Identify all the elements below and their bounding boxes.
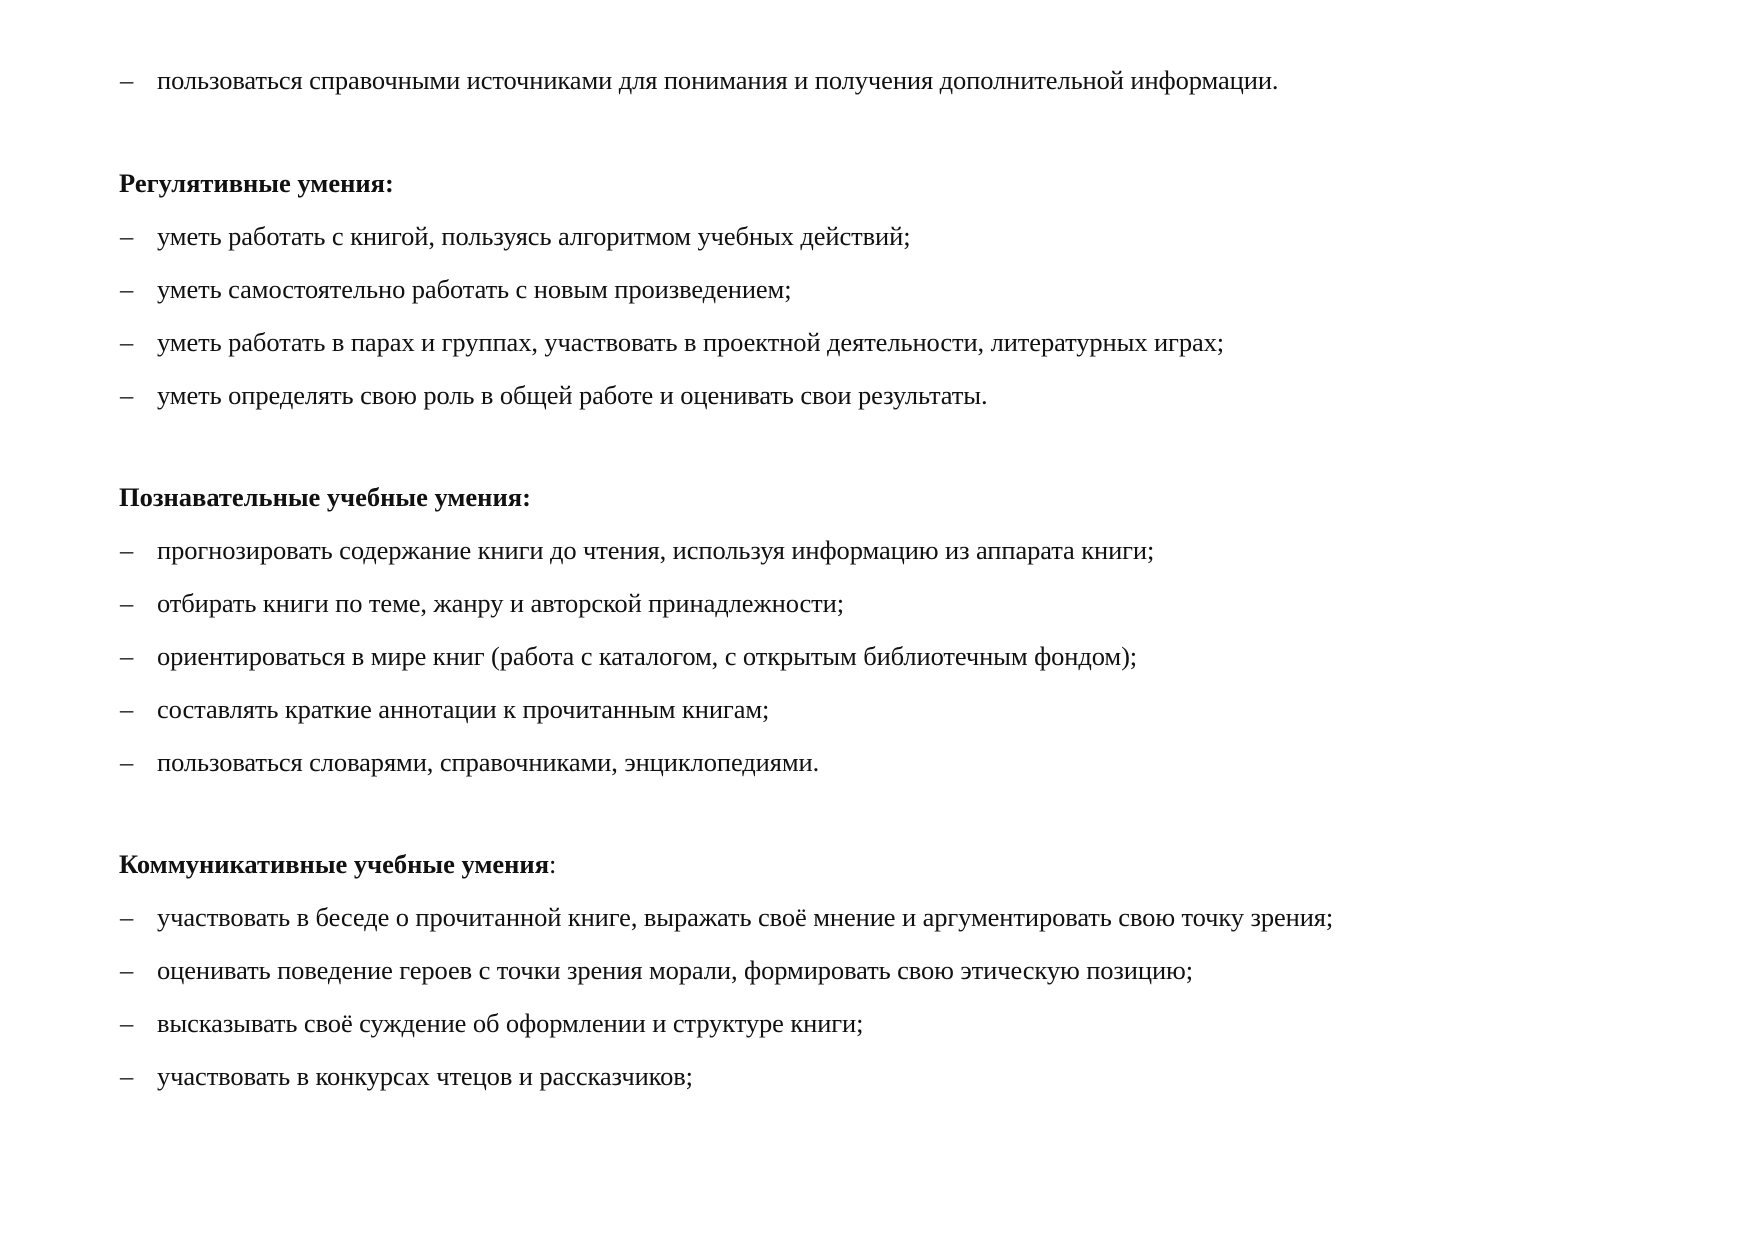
- list-item-text: отбирать книги по теме, жанру и авторской принадлежности;: [157, 588, 845, 618]
- list-item-text: прогнозировать содержание книги до чтения, используя информацию из аппарата книги;: [157, 535, 1155, 565]
- list-item: [120, 1007, 863, 1039]
- list-item: [120, 1060, 693, 1092]
- list-item-text: уметь самостоятельно работать с новым произведением;: [157, 274, 792, 304]
- dash-bullet-icon: –: [120, 1008, 134, 1038]
- dash-bullet-icon: –: [120, 747, 134, 777]
- section-title: Регулятивные умения: [119, 168, 385, 198]
- list-item-text: участвовать в беседе о прочитанной книге, выражать своё мнение и аргументировать свою точку зрения;: [157, 902, 1334, 932]
- list-item: [120, 220, 910, 252]
- list-item-text: уметь работать в парах и группах, участвовать в проектной деятельности, литературных играх;: [157, 327, 1225, 357]
- list-item-text: составлять краткие аннотации к прочитанным книгам;: [157, 694, 770, 724]
- list-item: [120, 64, 1278, 96]
- dash-bullet-icon: –: [120, 694, 134, 724]
- section-heading-cognitive: [119, 481, 531, 513]
- list-item-text: высказывать своё суждение об оформлении и структуре книги;: [157, 1008, 864, 1038]
- list-item: [120, 326, 1224, 358]
- list-item: [120, 746, 819, 778]
- list-item-text: оценивать поведение героев с точки зрения морали, формировать свою этическую позицию;: [157, 955, 1193, 985]
- list-item: [120, 954, 1193, 986]
- list-item: [120, 640, 1137, 672]
- section-heading-communicative: [119, 848, 556, 880]
- dash-bullet-icon: –: [120, 535, 134, 565]
- list-item-text: участвовать в конкурсах чтецов и рассказчиков;: [157, 1061, 693, 1091]
- list-item-text: уметь определять свою роль в общей работе и оценивать свои результаты.: [157, 380, 988, 410]
- dash-bullet-icon: –: [120, 274, 134, 304]
- section-colon: :: [384, 168, 394, 198]
- list-item-text: пользоваться словарями, справочниками, энциклопедиями.: [157, 747, 820, 777]
- dash-bullet-icon: –: [120, 327, 134, 357]
- section-colon: :: [522, 482, 531, 512]
- list-item-text: уметь работать с книгой, пользуясь алгоритмом учебных действий;: [157, 221, 911, 251]
- list-item: [120, 379, 988, 411]
- dash-bullet-icon: –: [120, 1061, 134, 1091]
- list-item: [120, 273, 792, 305]
- dash-bullet-icon: –: [120, 955, 134, 985]
- dash-bullet-icon: –: [120, 65, 134, 95]
- list-item: [120, 534, 1154, 566]
- dash-bullet-icon: –: [120, 588, 134, 618]
- list-item: [120, 587, 844, 619]
- list-item: [120, 693, 769, 725]
- section-title: Познавательные учебные умения: [119, 482, 523, 512]
- dash-bullet-icon: –: [120, 902, 134, 932]
- section-heading-regulative: [119, 167, 394, 199]
- list-item: [120, 901, 1333, 933]
- dash-bullet-icon: –: [120, 641, 134, 671]
- dash-bullet-icon: –: [120, 380, 134, 410]
- list-item-text: ориентироваться в мире книг (работа с каталогом, с открытым библиотечным фондом);: [157, 641, 1138, 671]
- dash-bullet-icon: –: [120, 221, 134, 251]
- section-colon: :: [549, 849, 557, 879]
- section-title: Коммуникативные учебные умения: [119, 849, 550, 879]
- list-item-text: пользоваться справочными источниками для понимания и получения дополнительной информации.: [157, 65, 1279, 95]
